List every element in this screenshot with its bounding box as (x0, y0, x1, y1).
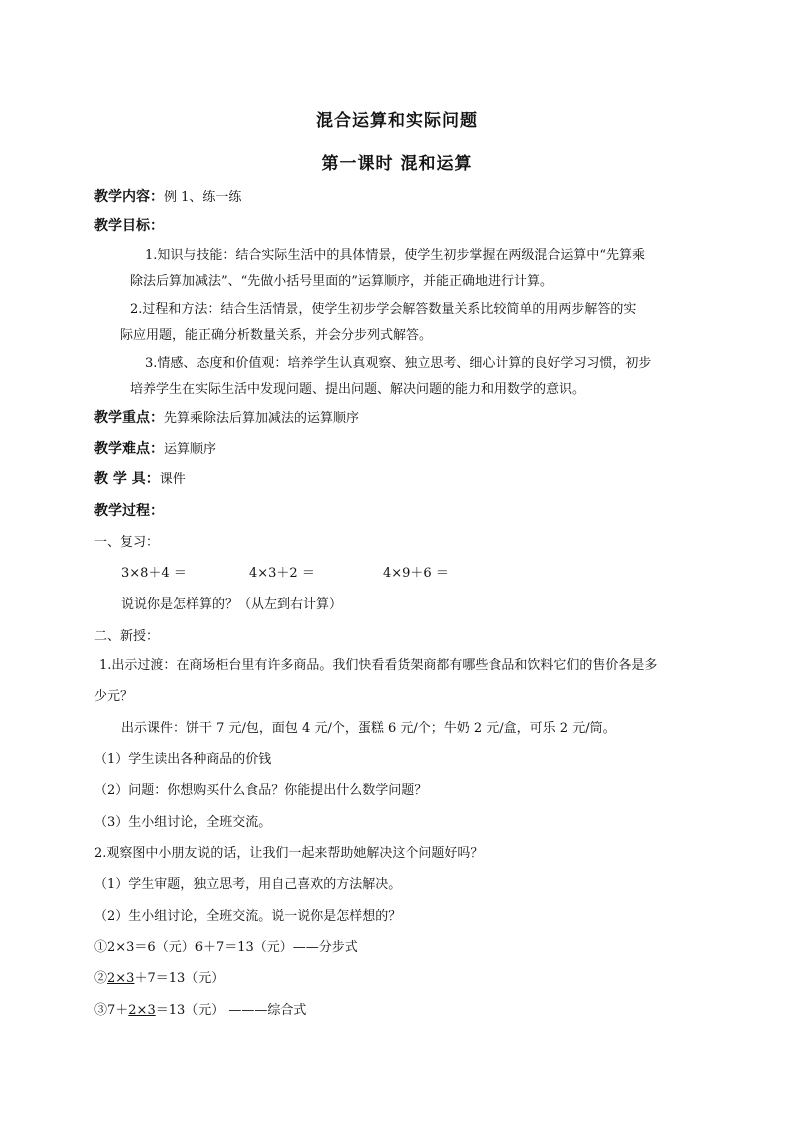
courseware-line: 出示课件：饼干 7 元/包，面包 4 元/个，蛋糕 6 元/个；牛奶 2 元/盒，可乐 2 元/筒。 (121, 721, 616, 736)
method-2-prefix: ② (94, 971, 108, 986)
method-3-prefix: ③7＋ (94, 1003, 129, 1018)
content-row (94, 187, 241, 208)
review-expression-3: 4×9＋6 ＝ (383, 566, 449, 581)
process-label: 教学过程： (94, 503, 164, 519)
review-question: 说说你是怎样算的？（从左到右计算） (121, 597, 343, 612)
step-1: （1）学生读出各种商品的价钱 (94, 752, 272, 767)
step-2: （2）问题：你想购买什么食品？你能提出什么数学问题？ (94, 783, 428, 798)
transition-line-2: 少元？ (94, 689, 134, 704)
key-value: 先算乘除法后算加减法的运算顺序 (164, 411, 360, 426)
tools-label: 教 学 具： (94, 471, 160, 487)
goal-1-line-1: 1.知识与技能：结合实际生活中的具体情景，使学生初步掌握在两级混合运算中“先算乘 (145, 248, 646, 263)
step-3: （3）生小组讨论，全班交流。 (94, 815, 272, 830)
method-2-suffix: ＋7＝13（元） (134, 971, 225, 986)
review-expression-2: 4×3＋2 ＝ (249, 566, 315, 581)
task-2: （2）生小组讨论，全班交流。说一说你是怎样想的？ (94, 909, 402, 924)
goal-3-line-2: 培养学生在实际生活中发现问题、提出问题、解决问题的能力和用数学的意识。 (130, 382, 586, 397)
method-2-underlined: 2×3 (107, 971, 135, 986)
method-1: ①2×3＝6（元）6＋7＝13（元）——分步式 (94, 940, 358, 955)
goal-2-line-2: 际应用题，能正确分析数量关系，并会分步列式解答。 (120, 328, 433, 343)
content-value: 例 1、练一练 (164, 190, 242, 205)
observe-paragraph: 2.观察图中小朋友说的话，让我们一起来帮助她解决这个问题好吗？ (94, 846, 484, 861)
content-label: 教学内容： (94, 189, 164, 205)
key-row (94, 408, 359, 429)
method-3 (94, 1001, 306, 1021)
goals-label: 教学目标： (94, 218, 164, 234)
new-teaching-heading: 二、新授： (94, 629, 160, 644)
method-3-suffix: ＝13（元） ———综合式 (155, 1003, 307, 1018)
document-title: 混合运算和实际问题 (316, 111, 478, 131)
method-2 (94, 969, 224, 989)
method-3-underlined: 2×3 (128, 1003, 156, 1018)
tools-value: 课件 (159, 472, 186, 487)
task-1: （1）学生审题，独立思考，用自己喜欢的方法解决。 (94, 877, 402, 892)
goal-2-line-1: 2.过程和方法：结合生活情景，使学生初步学会解答数量关系比较简单的用两步解答的实 (130, 302, 637, 317)
difficulty-row (94, 439, 216, 460)
tools-row (94, 469, 186, 490)
goal-1-line-2: 除法后算加减法”、“先做小括号里面的”运算顺序，并能正确地进行计算。 (130, 274, 553, 289)
goal-3-line-1: 3.情感、态度和价值观：培养学生认真观察、独立思考、细心计算的良好学习习惯，初步 (145, 356, 652, 371)
transition-line-1: 1.出示过渡：在商场柜台里有许多商品。我们快看看货架商都有哪些食品和饮料它们的售价各是多 (99, 658, 658, 673)
lesson-subtitle: 第一课时 混和运算 (321, 154, 473, 174)
review-expression-1: 3×8＋4 ＝ (121, 566, 187, 581)
difficulty-value: 运算顺序 (164, 442, 217, 457)
difficulty-label: 教学难点： (94, 441, 164, 457)
review-heading: 一、复习： (94, 535, 160, 550)
key-label: 教学重点： (94, 410, 164, 426)
